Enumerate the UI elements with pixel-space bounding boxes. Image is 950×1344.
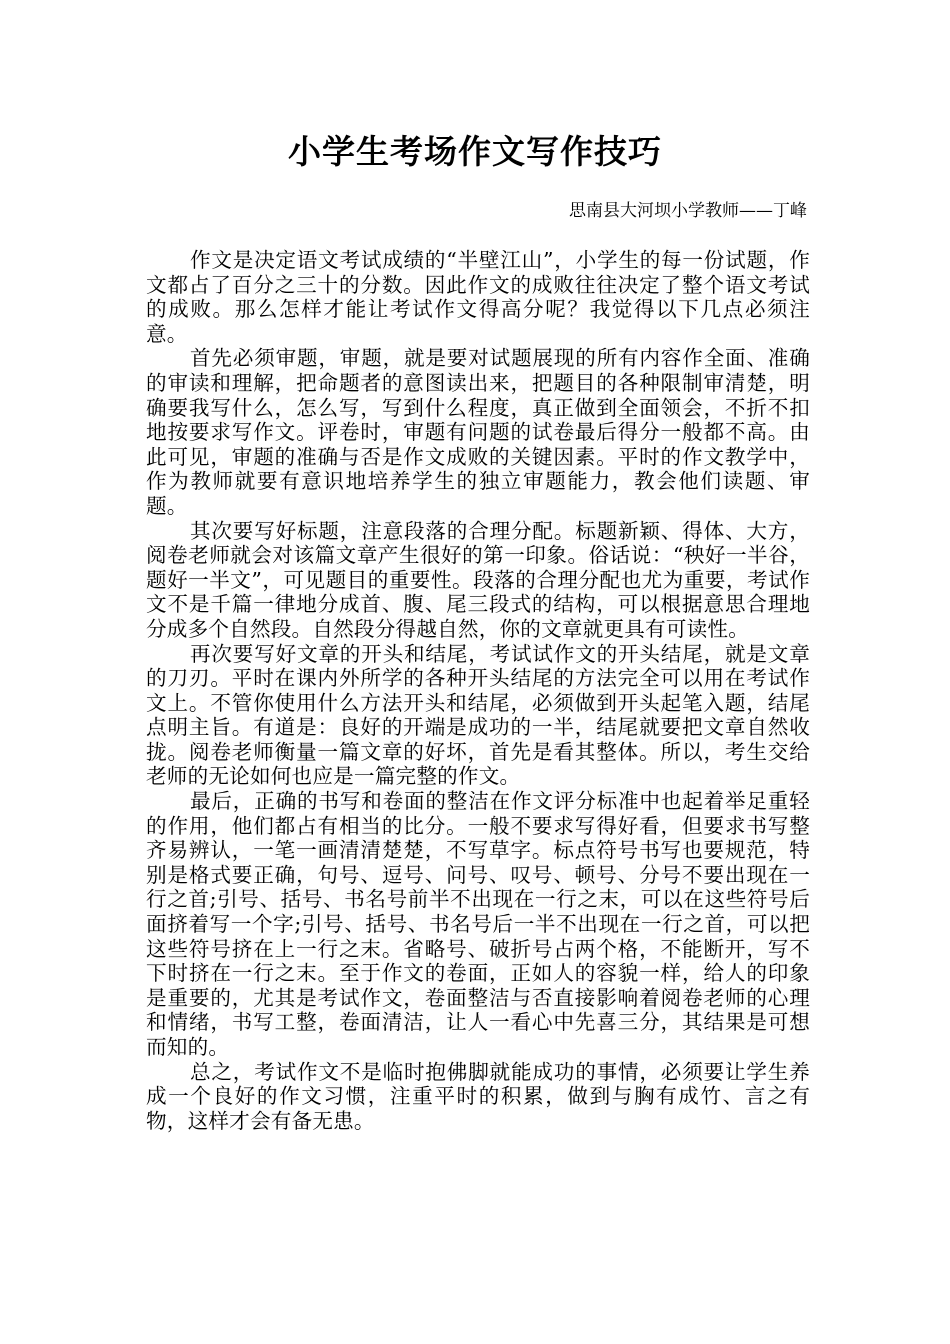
author-line: 思南县大河坝小学教师——丁峰: [569, 201, 807, 221]
paragraph-2: 首先必须审题，审题，就是要对试题展现的所有内容作全面、准确的审读和理解，把命题者的意图读出来，把题目的各种限制审清楚，明确要我写什么，怎么写，写到什么程度，真正做到全面领会，不折不扣地按要求写作文。评卷时，审题有问题的试卷最后得分一般都不高。由此可见，审题的准确与否是作文成败的关键因素。平时的作文教学中，作为教师就要有意识地培养学生的独立审题能力，教会他们读题、审题。: [146, 346, 810, 518]
paragraph-5: 最后，正确的书写和卷面的整洁在作文评分标准中也起着举足重轻的作用，他们都占有相当的比分。一般不要求写得好看，但要求书写整齐易辨认，一笔一画清清楚楚，不写草字。标点符号书写也要规范，特别是格式要正确，句号、逗号、问号、叹号、顿号、分号不要出现在一行之首;引号、括号、书名号前半不出现在一行之末，可以在这些符号后面挤着写一个字;引号、括号、书名号后一半不出现在一行之首，可以把这些符号挤在上一行之末。省略号、破折号占两个格，不能断开，写不下时挤在一行之末。至于作文的卷面，正如人的容貌一样，给人的印象是重要的，尤其是考试作文，卷面整洁与否直接影响着阅卷老师的心理和情绪，书写工整，卷面清洁，让人一看心中先喜三分，其结果是可想而知的。: [146, 789, 810, 1059]
paragraph-4: 再次要写好文章的开头和结尾，考试试作文的开头结尾，就是文章的刀刃。平时在课内外所学的各种开头结尾的方法完全可以用在考试作文上。不管你使用什么方法开头和结尾，必须做到开头起笔入题，结尾点明主旨。有道是：良好的开端是成功的一半，结尾就要把文章自然收拢。阅卷老师衡量一篇文章的好坏，首先是看其整体。所以，考生交给老师的无论如何也应是一篇完整的作文。: [146, 641, 810, 789]
document-title: 小学生考场作文写作技巧: [288, 132, 662, 171]
document-body: [146, 248, 810, 1133]
paragraph-1: 作文是决定语文考试成绩的“半壁江山”，小学生的每一份试题，作文都占了百分之三十的分数。因此作文的成败往往决定了整个语文考试的成败。那么怎样才能让考试作文得高分呢？我觉得以下几点必须注意。: [146, 248, 810, 346]
paragraph-3: 其次要写好标题，注意段落的合理分配。标题新颖、得体、大方，阅卷老师就会对该篇文章产生很好的第一印象。俗话说：“秧好一半谷，题好一半文”，可见题目的重要性。段落的合理分配也尤为重要，考试作文不是千篇一律地分成首、腹、尾三段式的结构，可以根据意思合理地分成多个自然段。自然段分得越自然，你的文章就更具有可读性。: [146, 518, 810, 641]
paragraph-6: 总之，考试作文不是临时抱佛脚就能成功的事情，必须要让学生养成一个良好的作文习惯，注重平时的积累，做到与胸有成竹、言之有物，这样才会有备无患。: [146, 1059, 810, 1133]
